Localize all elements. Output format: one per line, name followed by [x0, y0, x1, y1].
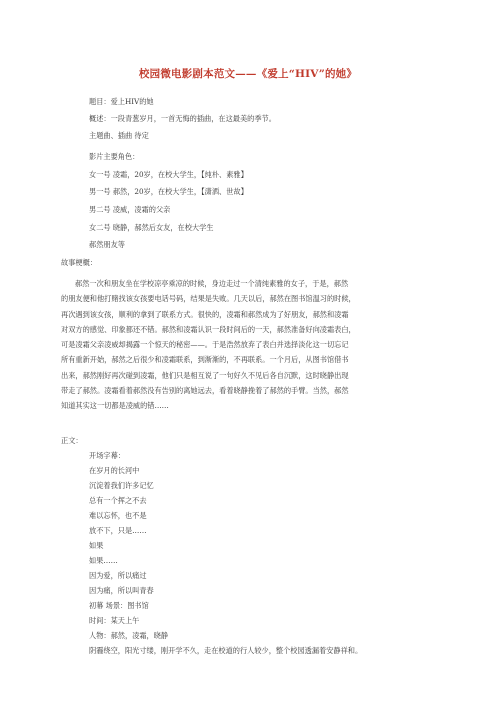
script-line: 如果	[89, 541, 104, 550]
script-line: 如果……	[89, 556, 118, 565]
synopsis-paragraph	[61, 276, 433, 414]
script-line: 人物：郝然，凌霜，晓静	[89, 631, 169, 640]
script-line: 阴霾绕空，阳光寸缕，刚开学不久，走在校道的行人较少，整个校园透漏着安静祥和。	[89, 646, 363, 655]
meta-line-male-second: 男二号 凌威，凌霜的父亲	[89, 205, 171, 214]
meta-line-female-lead: 女一号 凌霜，20岁，在校大学生，【纯朴、素雅】	[89, 170, 248, 179]
meta-line-roles-heading: 影片主要角色：	[89, 152, 140, 161]
script-line: 因为痛，所以叫青春	[89, 586, 154, 595]
script-line: 沉淀着我们许多记忆	[89, 481, 154, 490]
script-line: 初幕 场景：图书馆	[89, 601, 149, 610]
synopsis-heading: 故事梗概：	[61, 258, 97, 267]
synopsis-line: 所有重新开始，郝然之后很少和凌霜联系，到渐渐的，不再联系。一个月后，从图书馆借书	[61, 355, 349, 365]
script-line: 开场字幕：	[89, 451, 125, 460]
synopsis-line: 郝然一次和朋友坐在学校凉亭乘凉的时候，身边走过一个清纯素雅的女子，于是，郝然	[75, 279, 349, 288]
synopsis-line: 的朋友便和他打赌找该女孩要电话号码，结果是失败。几天以后，郝然在图书馆温习的时候，	[61, 294, 356, 304]
synopsis-line: 可是凌霜父亲凌威却揭露一个惊天的秘密——。于是浩然放弃了表白并选择淡化这一切忘记	[61, 340, 349, 350]
meta-line-title: 题目：爱上HIV的她	[89, 97, 154, 106]
meta-line-overview: 概述：一段青葱岁月，一首无悔的插曲，在这最美的季节。	[89, 114, 276, 123]
synopsis-line: 知道其实这一切都是凌威的错……	[61, 401, 169, 411]
script-line: 放不下，只是……	[89, 526, 147, 535]
meta-line-theme-song: 主题曲、插曲 待定	[89, 131, 149, 140]
script-line: 难以忘怀，也不是	[89, 511, 147, 520]
script-line: 总有一个挥之不去	[89, 496, 147, 505]
script-line: 时间：某天上午	[89, 616, 140, 625]
script-line: 在岁月的长河中	[89, 466, 140, 475]
meta-line-friends: 郝然朋友等	[89, 240, 125, 249]
synopsis-line: 对双方的感觉、印象都还不错。郝然和凌霜认识一段时间后的一天，郝然准备好向凌霜表白，	[61, 324, 356, 334]
document-title: 校园微电影剧本范文——《爱上“HIV”的她》	[138, 68, 358, 80]
meta-line-male-lead: 男一号 郝然，20岁，在校大学生，【潇洒、世故】	[89, 187, 248, 196]
body-heading: 正文：	[61, 436, 83, 445]
synopsis-line: 再次遇到该女孩，顺利的拿到了联系方式。很快的，凌霜和郝然成为了好朋友，郝然和凌霜	[61, 309, 349, 319]
synopsis-line: 带走了郝然。凌霜看着郝然没有告别的离她远去，看着晓静挽着了郝然的手臂。当然，郝然	[61, 386, 349, 396]
meta-line-female-second: 女二号 晓静，郝然后女友，在校大学生	[89, 223, 214, 232]
synopsis-line: 出来，郝然刚好再次碰到凌霜，他们只是相互说了一句好久不见后各自沉默，这时晓静出现	[61, 370, 349, 380]
script-line: 因为爱，所以痛过	[89, 571, 147, 580]
